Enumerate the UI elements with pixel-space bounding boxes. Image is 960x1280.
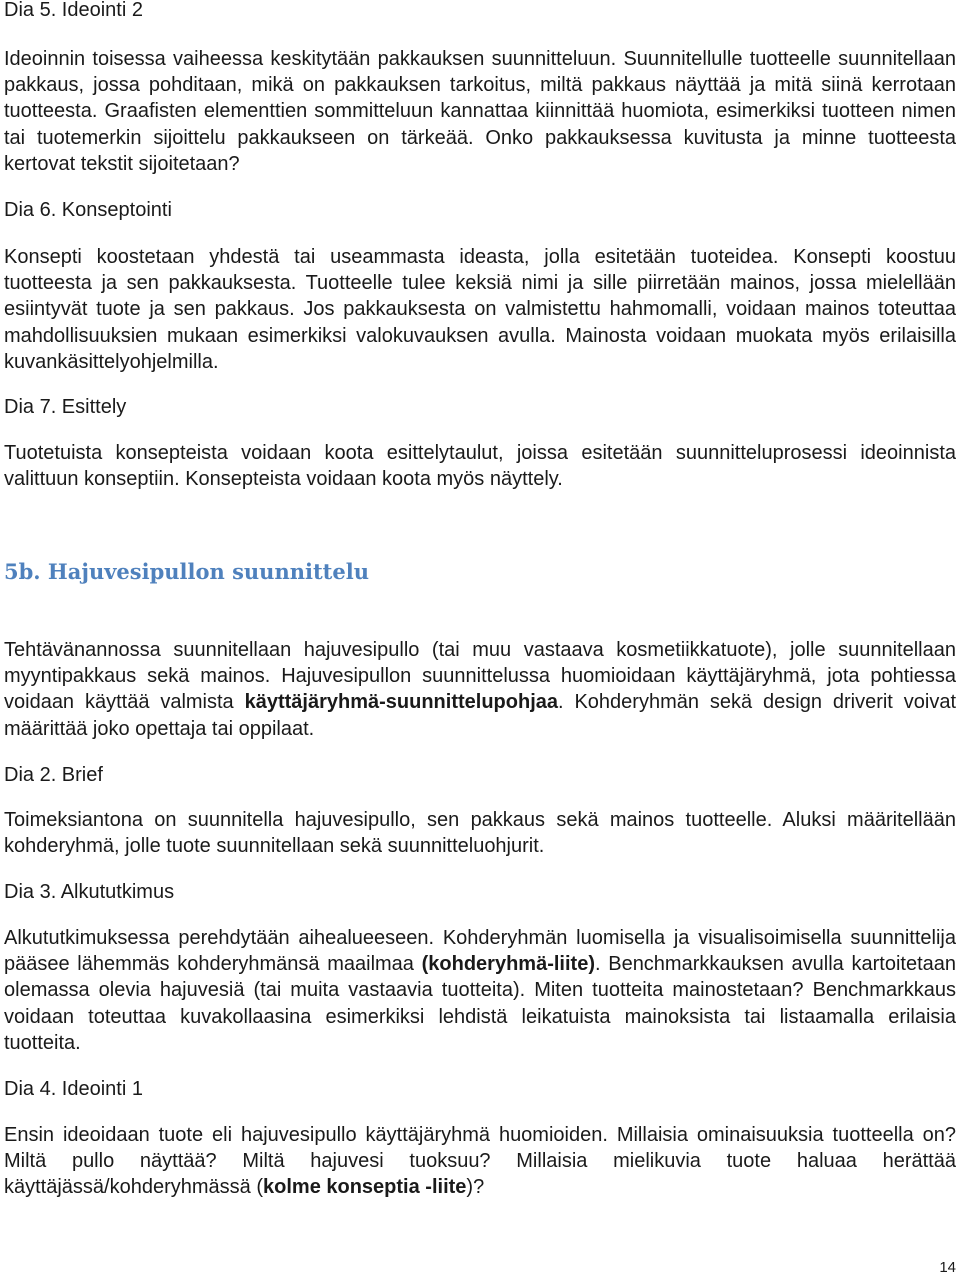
dia7-paragraph: Tuotetuista konsepteista voidaan koota esittelytaulut, joissa esitetään suunnitteluprosessi ideoinnista valittuun konseptiin. Konsepteista voidaan koota myös näyttely. bbox=[4, 442, 956, 491]
dia4-text-end: )? bbox=[466, 1176, 485, 1199]
dia5-paragraph: Ideoinnin toisessa vaiheessa keskitytään pakkauksen suunnitteluun. Suunnitellulle tuotteelle suunnitellaan pakkaus, jossa pohditaan, mikä on pakkauksen tarkoitus, miltä pakkaus näyttää ja mitä siinä kerrotaan tuotteesta. Graafisten elementtien sommitteluun kannattaa kiinnittää huomiota, esimerkiksi tuotteen nimen tai tuotemerkin sijoittelu pakkaukseen on tärkeää. Onko pakkauksessa kuvitusta ja minne tuotteesta kertovat tekstit sijoitetaan? bbox=[4, 48, 956, 175]
dia4-bold-reference: kolme konseptia -liite bbox=[263, 1176, 467, 1199]
dia3-bold-reference: (kohderyhmä-liite) bbox=[421, 953, 595, 976]
section-heading: 5b. Hajuvesipullon suunnittelu bbox=[4, 559, 369, 584]
dia3-title: Dia 3. Alkututkimus bbox=[4, 881, 175, 903]
dia4-title: Dia 4. Ideointi 1 bbox=[4, 1078, 143, 1100]
intro-text-end: . Kohderyhmän sekä design driverit voivat määrittää joko opettaja tai oppilaat. bbox=[4, 691, 956, 740]
dia2-title: Dia 2. Brief bbox=[4, 764, 103, 786]
dia4-paragraph bbox=[4, 1122, 956, 1201]
dia3-text-end: . Benchmarkkauksen avulla kartoitetaan olemassa olevia hajuvesiä (tai muita vastaavia tuotteita). Miten tuotteita mainostetaan? Benchmarkkaus voidaan toteuttaa kuvakollaasina esimerkiksi lehdistä leikatuista mainoksista tai listaamalla erilaisia tuotteita. bbox=[4, 953, 957, 1054]
dia6-paragraph: Konsepti koostetaan yhdestä tai useammasta ideasta, jolla esitetään tuoteidea. Konsepti koostuu tuotteesta ja sen pakkauksesta. Tuotteelle tulee keksiä nimi ja sille piirretään mainos, jossa mielellään esiintyvät tuote ja sen pakkaus. Jos pakkauksesta on valmistettu hahmomalli, voidaan mainos toteuttaa mahdollisuuksien mukaan esimerkiksi valokuvauksen avulla. Mainosta voidaan muokata myös erilaisilla kuvankäsittelyohjelmilla. bbox=[4, 246, 956, 373]
dia5-title: Dia 5. Ideointi 2 bbox=[4, 0, 143, 21]
dia2-paragraph: Toimeksiantona on suunnitella hajuvesipullo, sen pakkaus sekä mainos tuotteelle. Aluksi määritellään kohderyhmä, jolle tuote suunnitellaan sekä suunnitteluohjurit. bbox=[4, 809, 956, 858]
intro-paragraph bbox=[4, 637, 956, 742]
intro-text-start: Tehtävänannossa suunnitellaan hajuvesipullo (tai muu vastaava kosmetiikkatuote), jolle suunnitellaan myyntipakkaus sekä mainos. Hajuvesipullon suunnittelussa huomioidaan käyttäjäryhmä, jota pohtiessa voidaan käyttää valmista bbox=[4, 639, 956, 714]
page-number: 14 bbox=[939, 1259, 956, 1276]
intro-bold-reference: käyttäjäryhmä-suunnittelupohjaa bbox=[244, 691, 558, 714]
dia7-title: Dia 7. Esittely bbox=[4, 396, 127, 418]
dia6-title: Dia 6. Konseptointi bbox=[4, 199, 172, 221]
dia3-text-start: Alkututkimuksessa perehdytään aihealueeseen. Kohderyhmän luomisella ja visualisoimisella suunnittelija pääsee lähemmäs kohderyhmänsä maailmaa bbox=[4, 927, 956, 976]
dia3-paragraph bbox=[4, 925, 956, 1056]
dia4-text-start: Ensin ideoidaan tuote eli hajuvesipullo käyttäjäryhmä huomioiden. Millaisia ominaisuuksia tuotteella on? Miltä pullo näyttää? Miltä hajuvesi tuoksuu? Millaisia mielikuvia tuote haluaa herättää käyttäjässä/kohderyhmässä ( bbox=[4, 1124, 956, 1199]
